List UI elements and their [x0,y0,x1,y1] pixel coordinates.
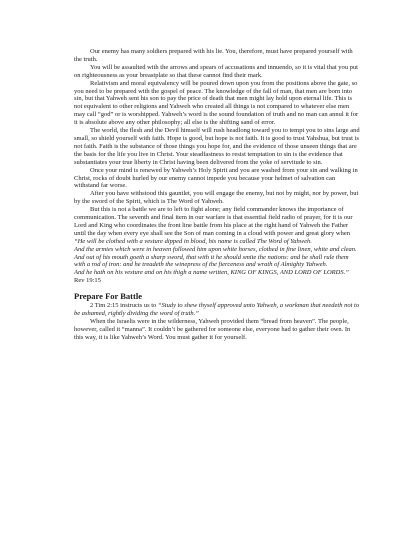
paragraph-shield-of-faith: The world, the flesh and the Devil himself will rush headlong toward you to tempt you to sins large and small, so shield yourself with faith. Hope is good, but hope is not faith. It is good to trust Yahshua, but trust is not faith. Faith is the substance of those things you hope for, and the evidence of those unseen things that are the basis for the life you live in Christ. Your steadfastness to resist temptation to sin is the evidence that substantiates your true liberty in Christ having been delivered from the yoke of servitude to sin. [74,127,360,166]
scripture-quote-line: And out of his mouth goeth a sharp sword, that with it he should smite the nations: and he shall rule them with a rod of iron: and he treadeth the winepress of the fierceness and wrath of Almighty Yahweh. [74,253,349,269]
document-page [74,48,360,342]
scripture-quote-line [74,269,360,285]
paragraph-enemy-soldiers: Our enemy has many soldiers prepared with his lie. You, therefore, must have prepared yourself with the truth. [74,48,353,63]
paragraph-study-quote: “Study to shew thyself approved unto Yahweh, a workman that needeth not to be ashamed, rightly dividing the word of truth.” [74,302,360,318]
scripture-quote-line: And the armies which were in heaven followed him upon white horses, clothed in fine linen, white and clean. [74,245,357,253]
section-heading: Prepare For Battle [74,291,142,302]
paragraph-prayer [74,206,360,246]
paragraph-study-lead: 2 Tim 2:15 instructs us to [90,302,158,310]
paragraph-prayer-text: But this is not a battle we are to left to fight alone; any field commander knows the importance of communication. The seventh and final item in our warfare is that essential field radio of prayer, for it is our Lord and King who coordinates the front line battle from his place at the right hand of Yahweh the Father until the day when every eye shall see the Son of man coming in a cloud with power and great glory when [74,206,353,237]
paragraph-study [74,302,360,318]
paragraph-manna: When the Israelis were in the wilderness, Yahweh provided them “bread from heaven”. The people, however, called it “manna”. It couldn’t be gathered for someone else, everyone had to gather their own. In this way, it is like Yahweh’s Word. You must gather it for yourself. [74,318,351,341]
paragraph-helmet-of-salvation: Once your mind is renewed by Yahweh’s Holy Spirit and you are washed from your sin and walking in Christ, rocks of doubt hurled by our enemy cannot impede you because your helmet of salvation can withstand far worse. [74,166,358,190]
paragraph-sword-of-spirit: After you have withstood this gauntlet, you will engage the enemy, but not by might, nor by power, but by the sword of the Spirit, which is The Word of Yahweh. [74,190,359,206]
paragraph-gospel-of-peace: Relativism and moral equivalency will be poured down upon you from the positions above the gate, so you need to be prepared with the gospel of peace. The knowledge of the fall of man, that men are born into sin, but that Yahweh sent his son to pay the price of death that men might lay hold upon eternal life. This is not equivalent to other religions and Yahweh who created all things is not compared to whatever else men may call “god” or is worshipped. Yahweh’s word is the sound foundation of truth and no man can annul it for it is absolute above any other philosophy; all else is the shifting sand of error. [74,79,359,127]
paragraph-prayer-quote: “He will be clothed with a vesture dipped in blood, his name is called The Word of Yahweh. [74,237,312,245]
paragraph-breastplate: You will be assaulted with the arrows and spears of accusations and innuendo, so it is vital that you put on righteousness as your breastplate so that these cannot find their mark. [74,63,358,79]
scripture-quote-text: And he hath on his vesture and on his thigh a name written, KING OF KINGS, AND LORD OF LORDS.” [74,269,349,277]
scripture-reference: Rev 19:15 [74,277,101,285]
